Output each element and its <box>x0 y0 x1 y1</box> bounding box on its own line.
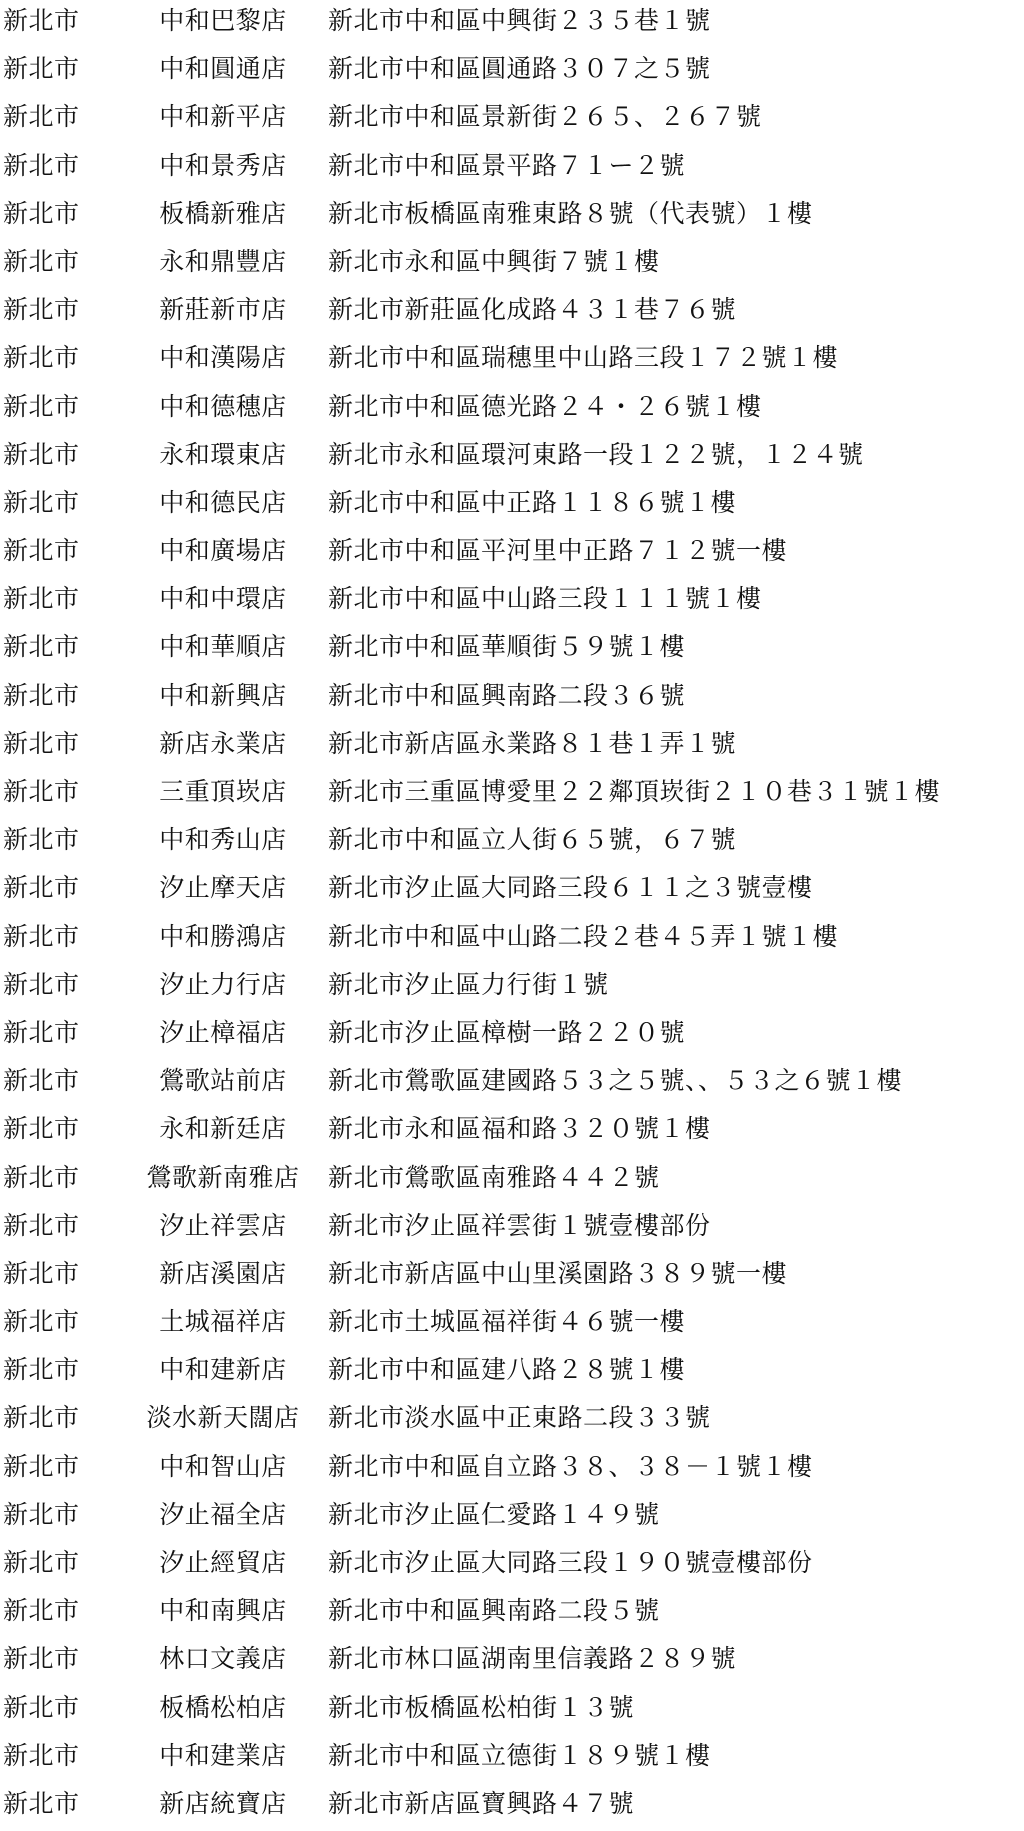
table-row <box>0 96 1024 144</box>
table-row <box>0 723 1024 771</box>
store-name-cell: 中和勝鴻店 <box>159 921 287 951</box>
city-cell: 新北市 <box>3 1548 80 1577</box>
store-name-cell: 中和中環店 <box>159 584 287 614</box>
table-row <box>0 1494 1024 1542</box>
store-name-cell: 汐止經貿店 <box>159 1548 287 1577</box>
address-cell: 新北市中和區景新街２６５、２６７號 <box>328 102 762 132</box>
city-cell: 新北市 <box>3 632 80 662</box>
city-cell: 新北市 <box>3 584 80 614</box>
address-cell: 新北市汐止區力行街１號 <box>328 969 609 999</box>
address-cell: 新北市板橋區南雅東路８號（代表號）１樓 <box>328 198 813 228</box>
city-cell: 新北市 <box>3 873 80 903</box>
address-cell: 新北市中和區中正路１１８６號１樓 <box>328 487 737 517</box>
address-cell: 新北市中和區瑞穗里中山路三段１７２號１樓 <box>328 343 839 373</box>
city-cell: 新北市 <box>3 1066 80 1096</box>
table-row <box>0 1397 1024 1445</box>
city-cell: 新北市 <box>3 1788 80 1818</box>
table-row <box>0 1446 1024 1494</box>
table-row <box>0 916 1024 964</box>
address-cell: 新北市鶯歌區南雅路４４２號 <box>328 1162 660 1192</box>
store-name-cell: 中和新興店 <box>159 680 287 710</box>
table-row <box>0 1012 1024 1060</box>
city-cell: 新北市 <box>3 150 80 180</box>
city-cell: 新北市 <box>3 1499 80 1529</box>
table-row <box>0 386 1024 434</box>
store-name-cell: 鶯歌站前店 <box>159 1066 287 1096</box>
address-cell: 新北市中和區興南路二段３６號 <box>328 680 686 710</box>
table-row <box>0 0 1024 48</box>
city-cell: 新北市 <box>3 1162 80 1192</box>
address-cell: 新北市汐止區祥雲街１號壹樓部份 <box>328 1210 711 1240</box>
address-cell: 新北市三重區博愛里２２鄰頂崁街２１０巷３１號１樓 <box>328 777 941 806</box>
table-row <box>0 145 1024 193</box>
city-cell: 新北市 <box>3 54 80 84</box>
table-row <box>0 675 1024 723</box>
address-cell: 新北市土城區福祥街４６號一樓 <box>328 1307 686 1337</box>
city-cell: 新北市 <box>3 295 80 325</box>
store-name-cell: 中和秀山店 <box>159 825 287 855</box>
city-cell: 新北市 <box>3 680 80 710</box>
city-cell: 新北市 <box>3 1596 80 1626</box>
table-row <box>0 1108 1024 1156</box>
address-cell: 新北市汐止區樟樹一路２２０號 <box>328 1017 686 1047</box>
address-cell: 新北市中和區中山路二段２巷４５弄１號１樓 <box>328 921 839 951</box>
city-cell: 新北市 <box>3 343 80 373</box>
city-cell: 新北市 <box>3 825 80 855</box>
address-cell: 新北市板橋區松柏街１３號 <box>328 1692 635 1722</box>
address-cell: 新北市中和區立德街１８９號１樓 <box>328 1740 711 1770</box>
city-cell: 新北市 <box>3 969 80 999</box>
table-row <box>0 1253 1024 1301</box>
store-name-cell: 汐止樟福店 <box>159 1017 287 1047</box>
city-cell: 新北市 <box>3 102 80 132</box>
store-name-cell: 中和漢陽店 <box>159 343 287 373</box>
address-cell: 新北市新店區中山里溪園路３８９號一樓 <box>328 1258 788 1288</box>
address-cell: 新北市中和區德光路２４・２６號１樓 <box>328 391 762 421</box>
table-row <box>0 289 1024 337</box>
store-name-cell: 板橋新雅店 <box>159 198 287 228</box>
address-cell: 新北市永和區中興街７號１樓 <box>328 246 660 276</box>
address-cell: 新北市汐止區仁愛路１４９號 <box>328 1499 660 1529</box>
address-cell: 新北市新莊區化成路４３１巷７６號 <box>328 295 737 325</box>
address-cell: 新北市中和區興南路二段５號 <box>328 1596 660 1626</box>
table-row <box>0 1783 1024 1831</box>
table-row <box>0 1590 1024 1638</box>
table-row <box>0 1060 1024 1108</box>
address-cell: 新北市新店區永業路８１巷１弄１號 <box>328 728 737 758</box>
store-name-cell: 中和華順店 <box>159 632 287 662</box>
store-name-cell: 新店統寶店 <box>159 1788 287 1818</box>
store-name-cell: 汐止祥雲店 <box>159 1210 287 1240</box>
city-cell: 新北市 <box>3 6 80 35</box>
address-cell: 新北市中和區建八路２８號１樓 <box>328 1355 686 1385</box>
address-cell: 新北市中和區自立路３８、３８－１號１樓 <box>328 1451 813 1481</box>
address-cell: 新北市中和區中山路三段１１１號１樓 <box>328 584 762 614</box>
store-name-cell: 三重頂崁店 <box>159 777 287 806</box>
store-name-cell: 新店永業店 <box>159 728 287 758</box>
store-name-cell: 鶯歌新南雅店 <box>146 1162 300 1192</box>
table-row <box>0 1542 1024 1590</box>
store-name-cell: 中和圓通店 <box>159 54 287 84</box>
table-row <box>0 1638 1024 1686</box>
store-name-cell: 板橋松柏店 <box>159 1692 287 1722</box>
city-cell: 新北市 <box>3 1355 80 1385</box>
city-cell: 新北市 <box>3 391 80 421</box>
address-cell: 新北市淡水區中正東路二段３３號 <box>328 1403 711 1433</box>
store-name-cell: 中和廣場店 <box>159 536 287 566</box>
city-cell: 新北市 <box>3 1740 80 1770</box>
table-row <box>0 337 1024 385</box>
city-cell: 新北市 <box>3 1451 80 1481</box>
city-cell: 新北市 <box>3 198 80 228</box>
store-name-cell: 中和巴黎店 <box>159 6 287 35</box>
address-cell: 新北市汐止區大同路三段１９０號壹樓部份 <box>328 1548 813 1577</box>
store-name-cell: 新店溪園店 <box>159 1258 287 1288</box>
city-cell: 新北市 <box>3 728 80 758</box>
city-cell: 新北市 <box>3 1307 80 1337</box>
table-row <box>0 193 1024 241</box>
store-name-cell: 新莊新市店 <box>159 295 287 325</box>
city-cell: 新北市 <box>3 536 80 566</box>
store-name-cell: 中和建新店 <box>159 1355 287 1385</box>
address-cell: 新北市中和區圓通路３０７之５號 <box>328 54 711 84</box>
store-name-cell: 永和新廷店 <box>159 1114 287 1144</box>
table-row <box>0 1205 1024 1253</box>
store-name-cell: 中和建業店 <box>159 1740 287 1770</box>
store-name-cell: 汐止摩天店 <box>159 873 287 903</box>
store-name-cell: 中和智山店 <box>159 1451 287 1481</box>
table-row <box>0 1301 1024 1349</box>
store-name-cell: 中和景秀店 <box>159 150 287 180</box>
store-name-cell: 中和南興店 <box>159 1596 287 1626</box>
store-name-cell: 淡水新天闊店 <box>146 1403 300 1433</box>
table-row <box>0 867 1024 915</box>
table-row <box>0 1687 1024 1735</box>
city-cell: 新北市 <box>3 1017 80 1047</box>
city-cell: 新北市 <box>3 921 80 951</box>
city-cell: 新北市 <box>3 1403 80 1433</box>
table-row <box>0 626 1024 674</box>
table-row <box>0 578 1024 626</box>
city-cell: 新北市 <box>3 439 80 469</box>
city-cell: 新北市 <box>3 1692 80 1722</box>
table-row <box>0 434 1024 482</box>
address-cell: 新北市汐止區大同路三段６１１之３號壹樓 <box>328 873 813 903</box>
city-cell: 新北市 <box>3 246 80 276</box>
table-row <box>0 530 1024 578</box>
table-row <box>0 964 1024 1012</box>
address-cell: 新北市永和區環河東路一段１２２號，１２４號 <box>328 439 864 469</box>
city-cell: 新北市 <box>3 1114 80 1144</box>
store-name-cell: 永和環東店 <box>159 439 287 469</box>
address-cell: 新北市新店區寶興路４７號 <box>328 1788 635 1818</box>
address-cell: 新北市鶯歌區建國路５３之５號、、５３之６號１樓 <box>328 1066 903 1096</box>
table-row <box>0 1735 1024 1783</box>
table-row <box>0 482 1024 530</box>
store-name-cell: 林口文義店 <box>159 1644 287 1674</box>
store-name-cell: 汐止福全店 <box>159 1499 287 1529</box>
store-name-cell: 永和鼎豐店 <box>159 246 287 276</box>
address-cell: 新北市永和區福和路３２０號１樓 <box>328 1114 711 1144</box>
address-cell: 新北市林口區湖南里信義路２８９號 <box>328 1644 737 1674</box>
city-cell: 新北市 <box>3 487 80 517</box>
table-row <box>0 241 1024 289</box>
store-name-cell: 汐止力行店 <box>159 969 287 999</box>
address-cell: 新北市中和區景平路７１ー２號 <box>328 150 686 180</box>
address-cell: 新北市中和區立人街６５號，６７號 <box>328 825 737 855</box>
address-cell: 新北市中和區平河里中正路７１２號一樓 <box>328 536 788 566</box>
address-cell: 新北市中和區中興街２３５巷１號 <box>328 6 711 35</box>
table-row <box>0 1349 1024 1397</box>
store-name-cell: 土城福祥店 <box>159 1307 287 1337</box>
city-cell: 新北市 <box>3 1644 80 1674</box>
store-name-cell: 中和新平店 <box>159 102 287 132</box>
city-cell: 新北市 <box>3 1210 80 1240</box>
store-name-cell: 中和德民店 <box>159 487 287 517</box>
table-row <box>0 819 1024 867</box>
table-row <box>0 771 1024 819</box>
city-cell: 新北市 <box>3 1258 80 1288</box>
store-name-cell: 中和德穗店 <box>159 391 287 421</box>
address-cell: 新北市中和區華順街５９號１樓 <box>328 632 686 662</box>
city-cell: 新北市 <box>3 777 80 806</box>
table-row <box>0 48 1024 96</box>
table-row <box>0 1157 1024 1205</box>
